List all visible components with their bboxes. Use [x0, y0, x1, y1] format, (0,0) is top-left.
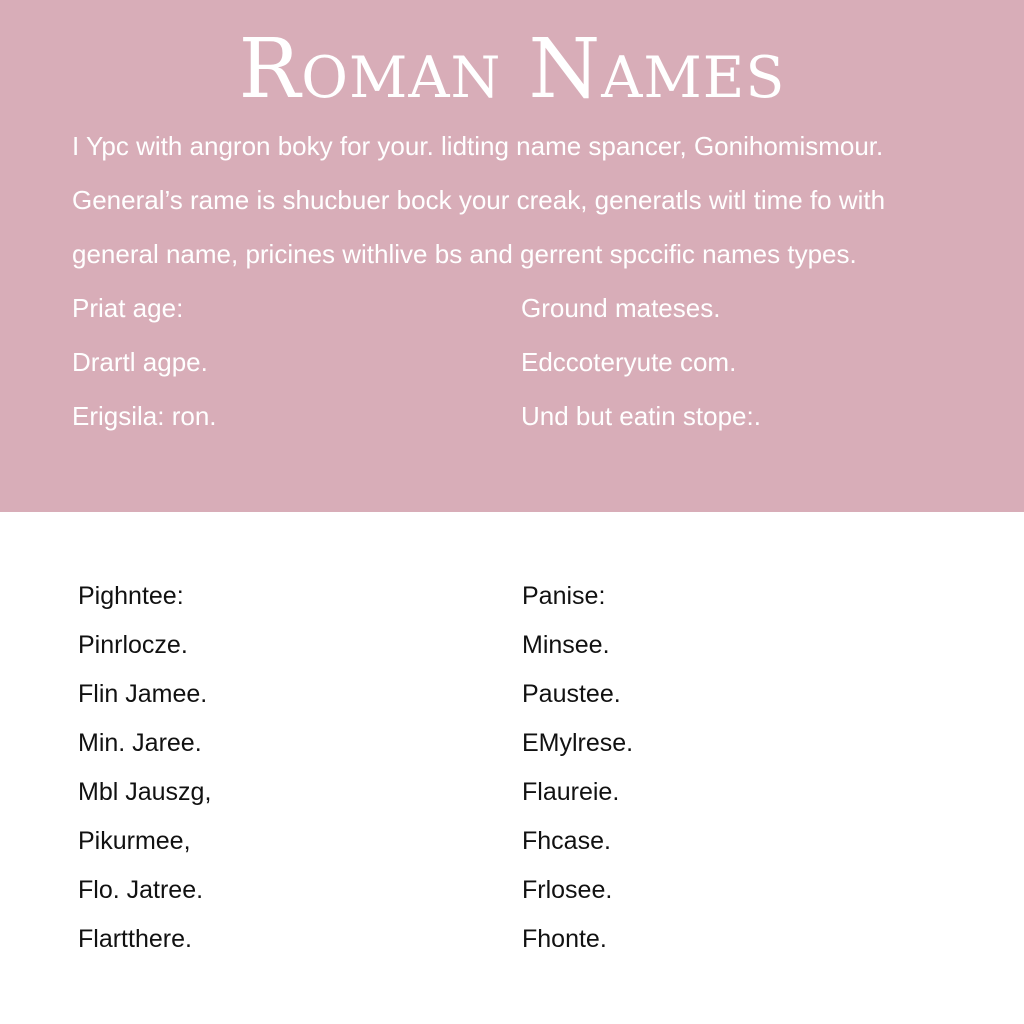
- list-item: Und but eatin stope:.: [521, 401, 761, 431]
- list-item: EMylrese.: [522, 729, 634, 757]
- list-item: Pighntee:: [78, 582, 184, 610]
- list-item: Erigsila: ron.: [72, 401, 217, 431]
- list-item: Minsee.: [522, 631, 610, 659]
- intro-paragraph: [72, 119, 972, 281]
- list-item: Flin Jamee.: [78, 680, 208, 708]
- list-item: Drartl agpe.: [72, 347, 208, 377]
- bottom-right-list: [522, 572, 633, 964]
- list-item: Priat age:: [72, 293, 184, 323]
- list-item: Fhonte.: [522, 925, 607, 953]
- list-item: Flo. Jatree.: [78, 876, 204, 904]
- list-item: Flartthere.: [78, 925, 192, 953]
- list-item: Flaureie.: [522, 778, 620, 806]
- list-item: Frlosee.: [522, 876, 613, 904]
- top-right-list: [521, 281, 761, 443]
- list-item: Edccoteryute com.: [521, 347, 737, 377]
- list-item: Ground mateses.: [521, 293, 721, 323]
- list-item: Pikurmee,: [78, 827, 191, 855]
- list-item: Panise:: [522, 582, 606, 610]
- bottom-left-list: [78, 572, 211, 964]
- list-item: Pinrlocze.: [78, 631, 188, 659]
- list-item: Min. Jaree.: [78, 729, 202, 757]
- page-title: Roman Names: [238, 22, 786, 117]
- list-item: Fhcase.: [522, 827, 611, 855]
- intro-line: General’s rame is shucbuer bock your creak, generatls witl time fo with: [72, 185, 886, 215]
- list-item: Mbl Jauszg,: [78, 778, 212, 806]
- list-item: Paustee.: [522, 680, 621, 708]
- intro-line: I Ypc with angron boky for your. lidting name spancer, Gonihomismour.: [72, 131, 884, 161]
- intro-line: general name, pricines withlive bs and gerrent spccific names types.: [72, 239, 857, 269]
- top-left-list: [72, 281, 217, 443]
